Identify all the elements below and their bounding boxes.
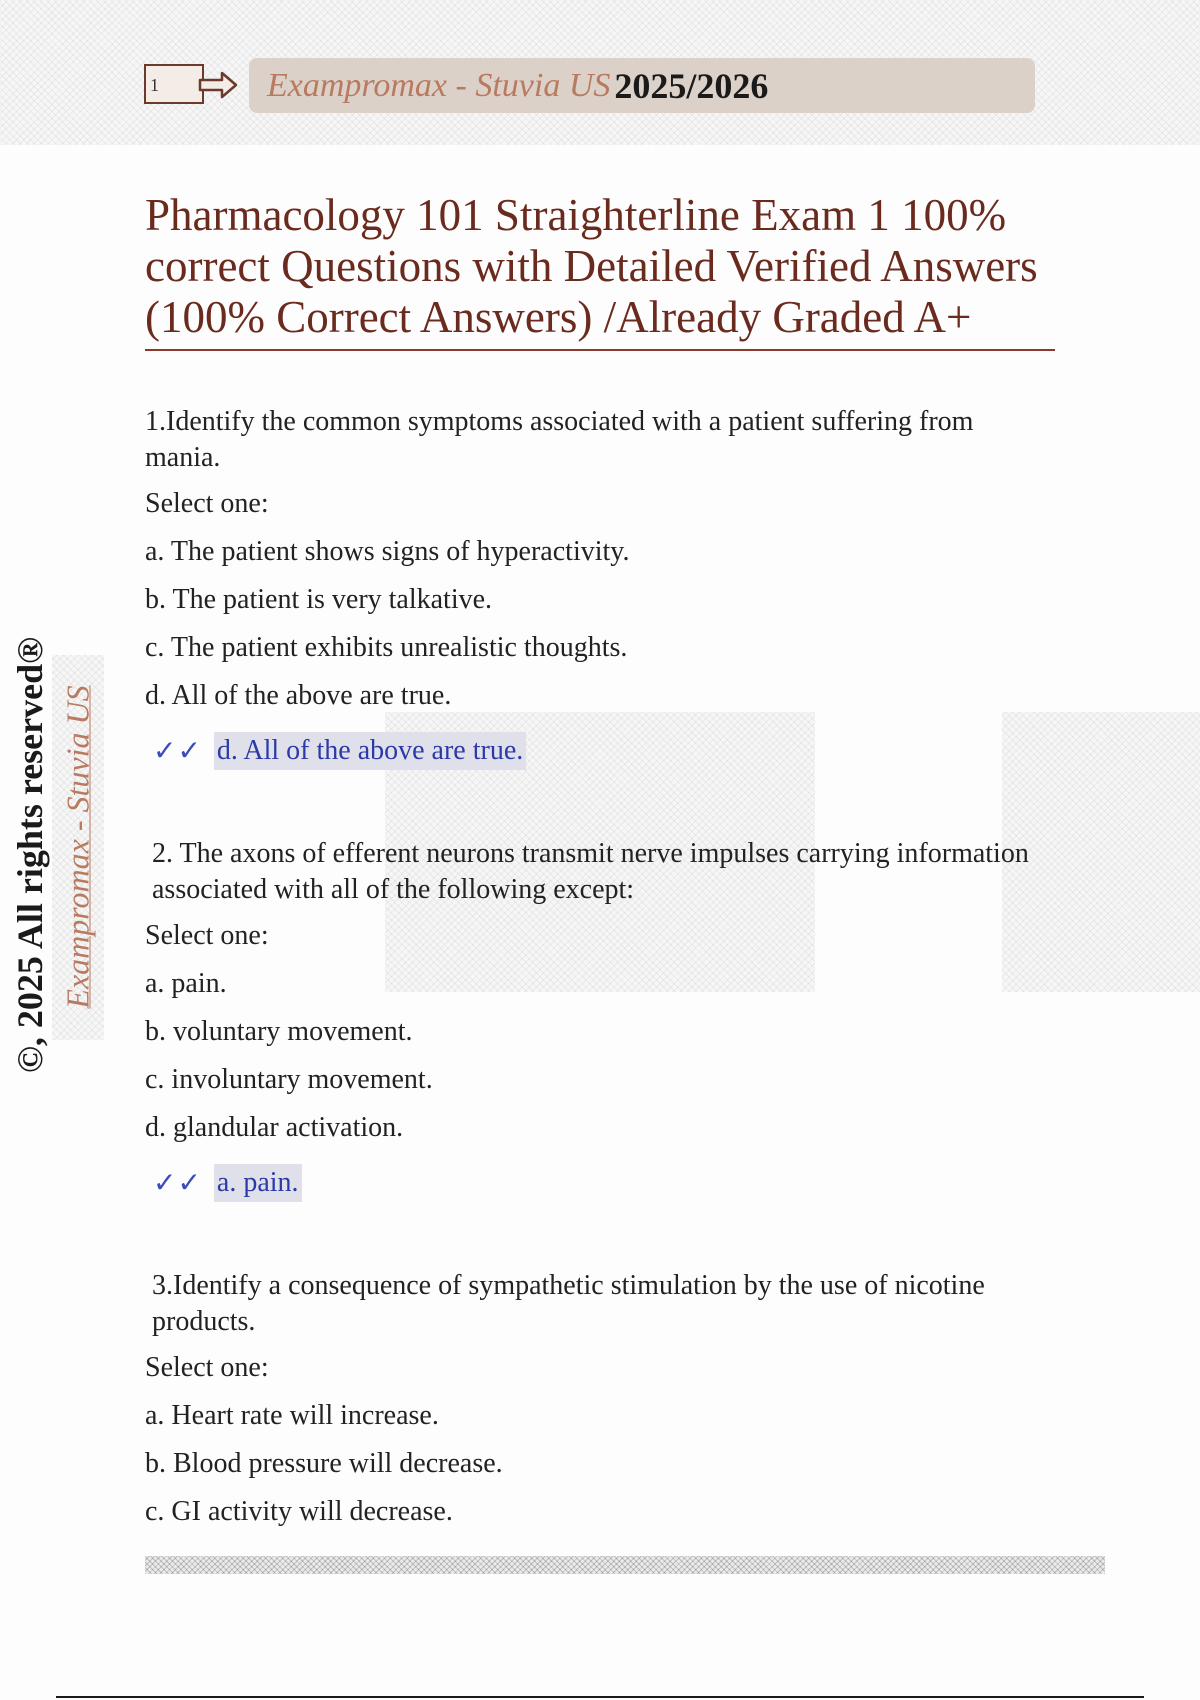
- footer-divider: [56, 1696, 1144, 1698]
- option-c: c. The patient exhibits unrealistic thoughts.: [145, 632, 628, 663]
- option-c: c. GI activity will decrease.: [145, 1496, 453, 1527]
- header-brand: Exampromax - Stuvia US: [267, 66, 611, 104]
- option-a: a. Heart rate will increase.: [145, 1400, 439, 1431]
- header-year: 2025/2026: [614, 65, 769, 106]
- question-2: [145, 836, 1045, 1202]
- question-1: [145, 404, 1045, 770]
- select-one-label: Select one:: [145, 1352, 269, 1383]
- header-banner: [249, 58, 1035, 113]
- question-text: 3.Identify a consequence of sympathetic stimulation by the use of nicotine products.: [152, 1270, 985, 1337]
- page-title: Pharmacology 101 Straighterline Exam 1 100% correct Questions with Detailed Verified Answers (100% Correct Answers) /Already Graded A+: [145, 190, 1055, 351]
- copyright-text: ©, 2025 All rights reserved®: [10, 636, 50, 1074]
- select-one-label: Select one:: [145, 488, 269, 519]
- option-c: c. involuntary movement.: [145, 1064, 433, 1095]
- side-watermark: [52, 655, 104, 1040]
- arrow-right-icon: [198, 70, 238, 100]
- side-brand-text: Exampromax - Stuvia US: [59, 685, 96, 1009]
- double-check-icon: ✓✓: [153, 736, 202, 767]
- option-b: b. Blood pressure will decrease.: [145, 1448, 503, 1479]
- redacted-band: [145, 1556, 1105, 1574]
- question-text: 2. The axons of efferent neurons transmit nerve impulses carrying information associated with all of the following except:: [152, 838, 1029, 905]
- option-b: b. voluntary movement.: [145, 1016, 413, 1047]
- option-b: b. The patient is very talkative.: [145, 584, 493, 615]
- select-one-label: Select one:: [145, 920, 269, 951]
- correct-answer: d. All of the above are true.: [214, 732, 526, 770]
- answer-row: [145, 1164, 1045, 1202]
- copyright-notice: [0, 600, 60, 1110]
- correct-answer: a. pain.: [214, 1164, 302, 1202]
- page-number: 1: [144, 64, 204, 104]
- question-3: [145, 1268, 1045, 1530]
- option-a: a. pain.: [145, 968, 227, 999]
- option-a: a. The patient shows signs of hyperactivity.: [145, 536, 630, 567]
- option-d: d. All of the above are true.: [145, 680, 452, 711]
- option-d: d. glandular activation.: [145, 1112, 404, 1143]
- question-text: 1.Identify the common symptoms associated with a patient suffering from mania.: [145, 406, 974, 473]
- answer-row: [145, 732, 1045, 770]
- double-check-icon: ✓✓: [153, 1168, 202, 1199]
